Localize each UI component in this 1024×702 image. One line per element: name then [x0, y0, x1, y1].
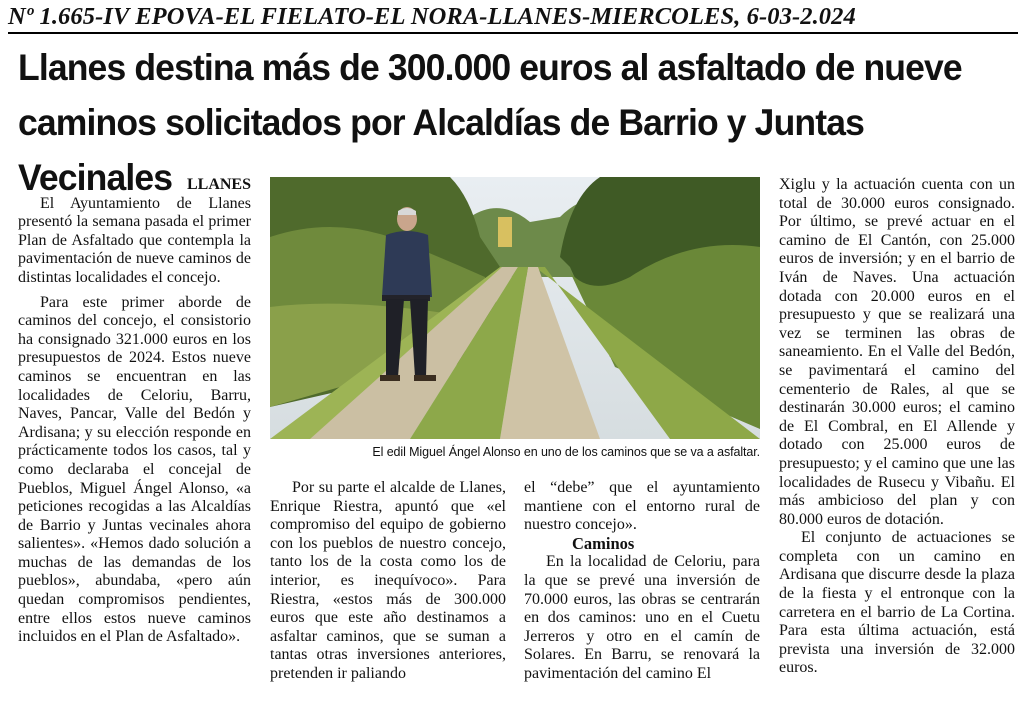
- paragraph: Xiglu y la actuación cuenta con un total de 30.000 euros consignado. Por último, se prevé actuar en el camino de El Cantón, con 25.000 euros de inversión; y en el barrio de Iván de Naves. Una actuación dotada con 20.000 euros en el presupuesto y que se realizará una vez se terminen las obras de saneamiento. En el Valle del Bedón, se pavimentará el camino del cementerio de Rales, al que se destinarán 30.000 euros; el camino de El Combral, en El Allende y dotado con 25.000 euros de presupuesto; y el camino que une las localidades de Rusecu y Vibañu. El más ambicioso del plan y con 80.000 euros de dotación.: [779, 176, 1015, 528]
- article-column-4: [779, 176, 1015, 678]
- paragraph: El conjunto de actuaciones se completa con un camino en Ardisana que discurre desde la plaza de la fiesta y el entronque con la carretera en el barrio de La Cortina. Para esta última actuación, está prevista una inversión de 32.000 euros.: [779, 529, 1015, 677]
- masthead: Nº 1.665-IV EPOVA-EL FIELATO-EL NORA-LLANES-MIERCOLES, 6-03-2.024: [8, 2, 1018, 34]
- photo-caption: El edil Miguel Ángel Alonso en uno de los caminos que se va a asfaltar.: [372, 445, 760, 459]
- article-column-3: [524, 479, 760, 684]
- paragraph: En la localidad de Celoriu, para la que se prevé una inversión de 70.000 euros, las obras se centrarán en dos caminos: uno en el Cuetu Jerreros y otro en el camín de Solares. En Barru, se renovará la pavimentación del camino El: [524, 553, 760, 682]
- article-column-1: [18, 176, 251, 647]
- paragraph: el “debe” que el ayuntamiento mantiene con el entorno rural de nuestro concejo».: [524, 479, 760, 534]
- article-photo: [270, 177, 760, 439]
- paragraph: Para este primer aborde de caminos del concejo, el consistorio ha consignado 321.000 euros en los presupuestos de 2024. Estos nueve caminos se encuentran en las localidades de Celoriu, Barru, Naves, Pancar, Valle del Bedón y Ardisana; y su elección responde en prácticamente todos los casos, tal y como declaraba el concejal de Pueblos, Miguel Ángel Alonso, «a peticiones recogidas a las Alcaldías de Barrio y Juntas vecinales ahora salientes». «Hemos dado solución a muchas de las demandas de los pueblos», abundaba, «pero aún quedan compromisos pendientes, entre ellos estos nueve caminos incluidos en el Plan de Asfaltado».: [18, 293, 251, 646]
- headline-line-1: Llanes destina más de 300.000 euros al asfaltado de nueve: [18, 47, 962, 88]
- subhead: Caminos: [572, 533, 635, 553]
- article-column-2: [270, 479, 506, 684]
- paragraph: El Ayuntamiento de Llanes presentó la semana pasada el primer Plan de Asfaltado que contempla la pavimentación de nueve caminos de distintas localidades el concejo.: [18, 194, 251, 286]
- headline-line-2: caminos solicitados por Alcaldías de Barrio y Juntas Vecinales: [18, 102, 864, 198]
- dateline: LLANES: [186, 176, 251, 193]
- paragraph: Por su parte el alcalde de Llanes, Enrique Riestra, apuntó que «el compromiso del equipo de gobierno con los pueblos de nuestro concejo, tanto los de la costa como los de interior, es inequívoco». Para Riestra, «estos más de 300.000 euros que este año destinamos a asfaltar caminos, que se suman a tantas otras inversiones anteriores, pretenden ir paliando: [270, 479, 506, 682]
